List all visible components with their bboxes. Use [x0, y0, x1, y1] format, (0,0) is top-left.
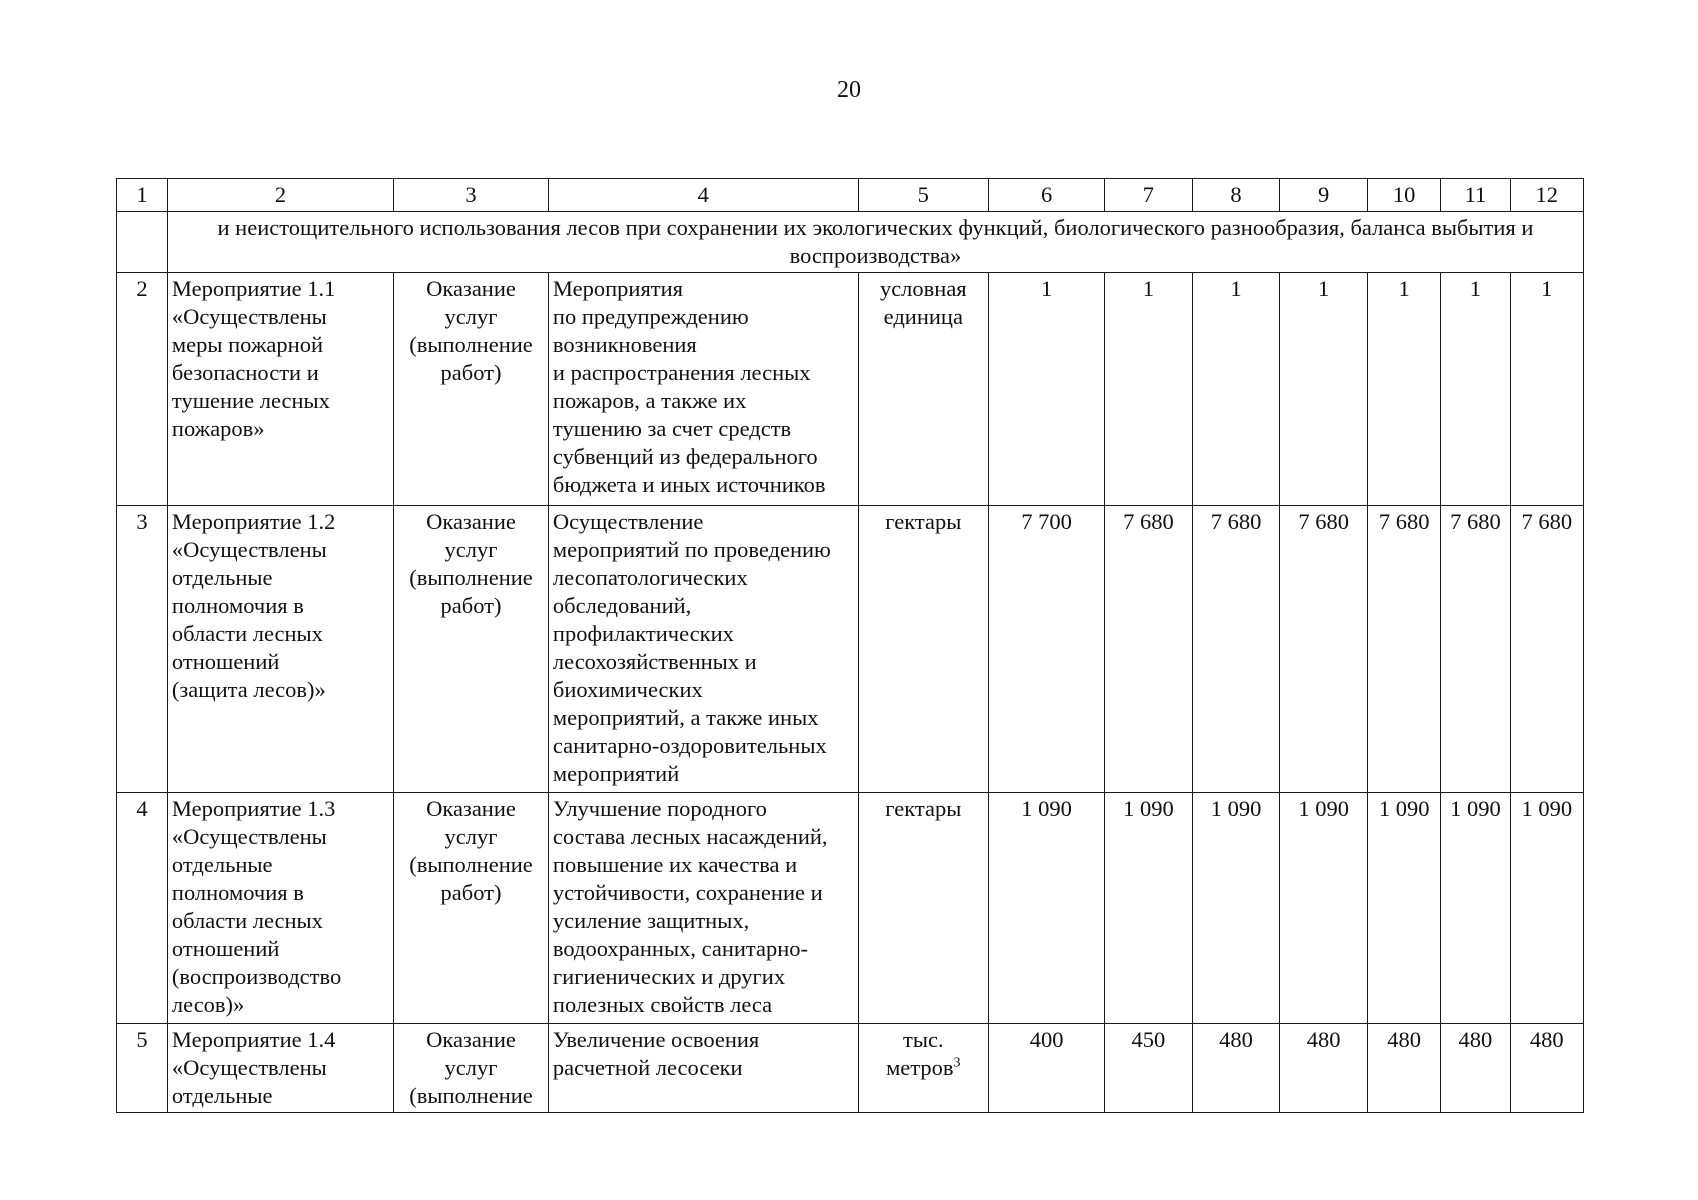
event-name-cell: Мероприятие 1.4 «Осуществлены отдельные	[167, 1024, 393, 1113]
event-type-cell: Оказание услуг (выполнение	[394, 1024, 549, 1113]
column-number-cell: 3	[394, 179, 549, 212]
unit-cell	[858, 793, 988, 1024]
unit-cell	[858, 273, 988, 506]
row-number-cell: 2	[117, 273, 168, 506]
column-number-cell: 4	[548, 179, 858, 212]
value-cell: 400	[989, 1024, 1105, 1113]
event-name-cell: Мероприятие 1.3 «Осуществлены отдельные полномочия в области лесных отношений (воспроизводство лесов)»	[167, 793, 393, 1024]
row-number-cell: 5	[117, 1024, 168, 1113]
table-row	[117, 793, 1584, 1024]
row-number-cell: 3	[117, 506, 168, 793]
unit-superscript: 3	[953, 1055, 961, 1071]
value-cell: 480	[1510, 1024, 1583, 1113]
row-number-cell: 4	[117, 793, 168, 1024]
value-cell: 1 090	[1280, 793, 1368, 1024]
value-cell: 7 700	[989, 506, 1105, 793]
section-title: и неистощительного использования лесов при сохранении их экологических функций, биологического разнообразия, баланса выбытия и воспроизводства»	[167, 212, 1583, 273]
column-number-row	[117, 179, 1584, 212]
value-cell: 1	[1192, 273, 1280, 506]
column-number-cell: 8	[1192, 179, 1280, 212]
event-name-cell: Мероприятие 1.2 «Осуществлены отдельные полномочия в области лесных отношений (защита лесов)»	[167, 506, 393, 793]
value-cell: 1 090	[1367, 793, 1440, 1024]
value-cell: 7 680	[1192, 506, 1280, 793]
unit-cell	[858, 1024, 988, 1113]
value-cell: 1	[1441, 273, 1510, 506]
section-empty-cell	[117, 212, 168, 273]
value-cell: 7 680	[1105, 506, 1193, 793]
value-cell: 7 680	[1367, 506, 1440, 793]
value-cell: 1	[1105, 273, 1193, 506]
value-cell: 1 090	[1441, 793, 1510, 1024]
column-number-cell: 9	[1280, 179, 1368, 212]
table-row	[117, 506, 1584, 793]
unit-text: тыс. метров	[886, 1027, 954, 1080]
value-cell: 480	[1280, 1024, 1368, 1113]
event-description-cell: Улучшение породного состава лесных насаждений, повышение их качества и устойчивости, сохранение и усиление защитных, водоохранных, санитарно- гигиенических и других полезных свойств леса	[548, 793, 858, 1024]
event-type-cell: Оказание услуг (выполнение работ)	[394, 506, 549, 793]
value-cell: 450	[1105, 1024, 1193, 1113]
section-row	[117, 212, 1584, 273]
unit-cell	[858, 506, 988, 793]
value-cell: 7 680	[1280, 506, 1368, 793]
column-number-cell: 11	[1441, 179, 1510, 212]
value-cell: 1 090	[1510, 793, 1583, 1024]
value-cell: 1	[1367, 273, 1440, 506]
event-description-cell: Осуществление мероприятий по проведению лесопатологических обследований, профилактических лесохозяйственных и биохимических мероприятий, а также иных санитарно-оздоровительных мероприятий	[548, 506, 858, 793]
value-cell: 480	[1367, 1024, 1440, 1113]
column-number-cell: 1	[117, 179, 168, 212]
value-cell: 480	[1441, 1024, 1510, 1113]
page-number: 20	[837, 77, 861, 103]
column-number-cell: 7	[1105, 179, 1193, 212]
unit-text: условная единица	[879, 276, 967, 329]
unit-text: гектары	[885, 509, 962, 534]
table-row	[117, 273, 1584, 506]
event-type-cell: Оказание услуг (выполнение работ)	[394, 793, 549, 1024]
table-row	[117, 1024, 1584, 1113]
value-cell: 1 090	[1105, 793, 1193, 1024]
column-number-cell: 6	[989, 179, 1105, 212]
event-description-cell: Мероприятия по предупреждению возникновения и распространения лесных пожаров, а также их тушению за счет средств субвенций из федерального бюджета и иных источников	[548, 273, 858, 506]
event-type-cell: Оказание услуг (выполнение работ)	[394, 273, 549, 506]
value-cell: 1	[1510, 273, 1583, 506]
event-description-cell: Увеличение освоения расчетной лесосеки	[548, 1024, 858, 1113]
value-cell: 1 090	[1192, 793, 1280, 1024]
value-cell: 1	[989, 273, 1105, 506]
event-name-cell: Мероприятие 1.1 «Осуществлены меры пожарной безопасности и тушение лесных пожаров»	[167, 273, 393, 506]
unit-text: гектары	[885, 796, 962, 821]
data-table	[116, 178, 1584, 1113]
value-cell: 7 680	[1510, 506, 1583, 793]
value-cell: 480	[1192, 1024, 1280, 1113]
column-number-cell: 12	[1510, 179, 1583, 212]
value-cell: 1	[1280, 273, 1368, 506]
value-cell: 7 680	[1441, 506, 1510, 793]
column-number-cell: 5	[858, 179, 988, 212]
value-cell: 1 090	[989, 793, 1105, 1024]
column-number-cell: 2	[167, 179, 393, 212]
column-number-cell: 10	[1367, 179, 1440, 212]
